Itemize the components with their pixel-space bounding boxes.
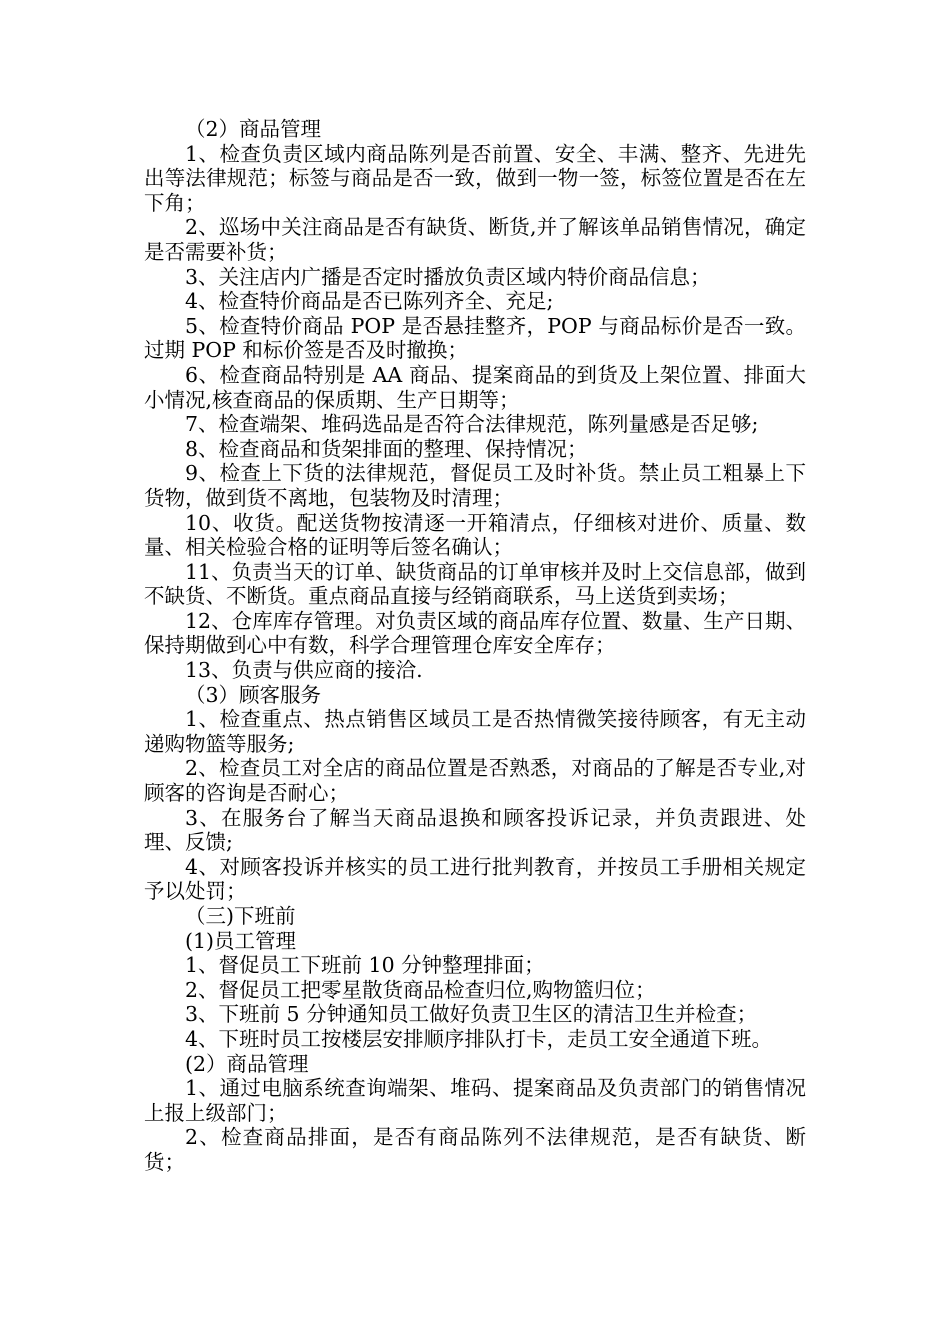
paragraph: 6、检查商品特别是 AA 商品、提案商品的到货及上架位置、排面大小情况,核查商品的保质期、生产日期等； <box>144 362 806 412</box>
paragraph: 7、检查端架、堆码选品是否符合法律规范，陈列量感是否足够; <box>185 412 759 437</box>
paragraph: 9、检查上下货的法律规范，督促员工及时补货。禁止员工粗暴上下货物，做到货不离地，包装物及时清理； <box>144 461 806 510</box>
paragraph: 1、检查负责区域内商品陈列是否前置、安全、丰满、整齐、先进先出等法律规范；标签与商品是否一致，做到一物一签，标签位置是否在左下角； <box>144 141 806 215</box>
paragraph: 4、检查特价商品是否已陈列齐全、充足; <box>185 289 554 314</box>
paragraph: 3、下班前 5 分钟通知员工做好负责卫生区的清洁卫生并检查； <box>185 1002 758 1027</box>
paragraph: 3、关注店内广播是否定时播放负责区域内特价商品信息； <box>185 264 711 289</box>
paragraph: 1、检查重点、热点销售区域员工是否热情微笑接待顾客，有无主动递购物篮等服务; <box>144 707 806 756</box>
paragraph: 13、负责与供应商的接洽. <box>185 658 423 683</box>
paragraph: 2、检查员工对全店的商品位置是否熟悉，对商品的了解是否专业,对顾客的咨询是否耐心； <box>144 756 806 806</box>
paragraph: 4、对顾客投诉并核实的员工进行批判教育，并按员工手册相关规定予以处罚； <box>144 854 806 904</box>
section-heading-product-management: （2）商品管理 <box>185 117 322 141</box>
paragraph: 2、巡场中关注商品是否有缺货、断货,并了解该单品销售情况，确定是否需要补货； <box>144 215 806 264</box>
paragraph: 2、督促员工把零星散货商品检查归位,购物篮归位； <box>185 977 656 1002</box>
paragraph: 8、检查商品和货架排面的整理、保持情况； <box>185 436 588 461</box>
section-heading-before-end-of-shift: （三)下班前 <box>185 904 296 928</box>
paragraph: 5、检查特价商品 POP 是否悬挂整齐，POP 与商品标价是否一致。过期 POP 和标价签是否及时撤换； <box>144 313 806 363</box>
paragraph: 2、检查商品排面，是否有商品陈列不法律规范，是否有缺货、断货； <box>144 1125 806 1174</box>
section-heading-customer-service: （3）顾客服务 <box>185 682 322 707</box>
section-heading-staff-management: (1)员工管理 <box>185 928 297 953</box>
document-body <box>144 117 806 1175</box>
paragraph: 10、收货。配送货物按清逐一开箱清点，仔细核对进价、质量、数量、相关检验合格的证明等后签名确认； <box>144 510 806 560</box>
paragraph: 3、在服务台了解当天商品退换和顾客投诉记录，并负责跟进、处理、反馈; <box>144 805 806 855</box>
paragraph: 1、督促员工下班前 10 分钟整理排面； <box>185 953 545 978</box>
paragraph: 12、仓库库存管理。对负责区域的商品库存位置、数量、生产日期、保持期做到心中有数，科学合理管理仓库安全库存； <box>144 608 806 658</box>
section-heading-product-management-2: (2）商品管理 <box>185 1051 309 1076</box>
paragraph: 4、下班时员工按楼层安排顺序排队打卡，走员工安全通道下班。 <box>185 1026 773 1051</box>
paragraph: 11、负责当天的订单、缺货商品的订单审核并及时上交信息部，做到不缺货、不断货。重点商品直接与经销商联系，马上送货到卖场； <box>144 559 806 609</box>
paragraph: 1、通过电脑系统查询端架、堆码、提案商品及负责部门的销售情况上报上级部门； <box>144 1076 806 1125</box>
